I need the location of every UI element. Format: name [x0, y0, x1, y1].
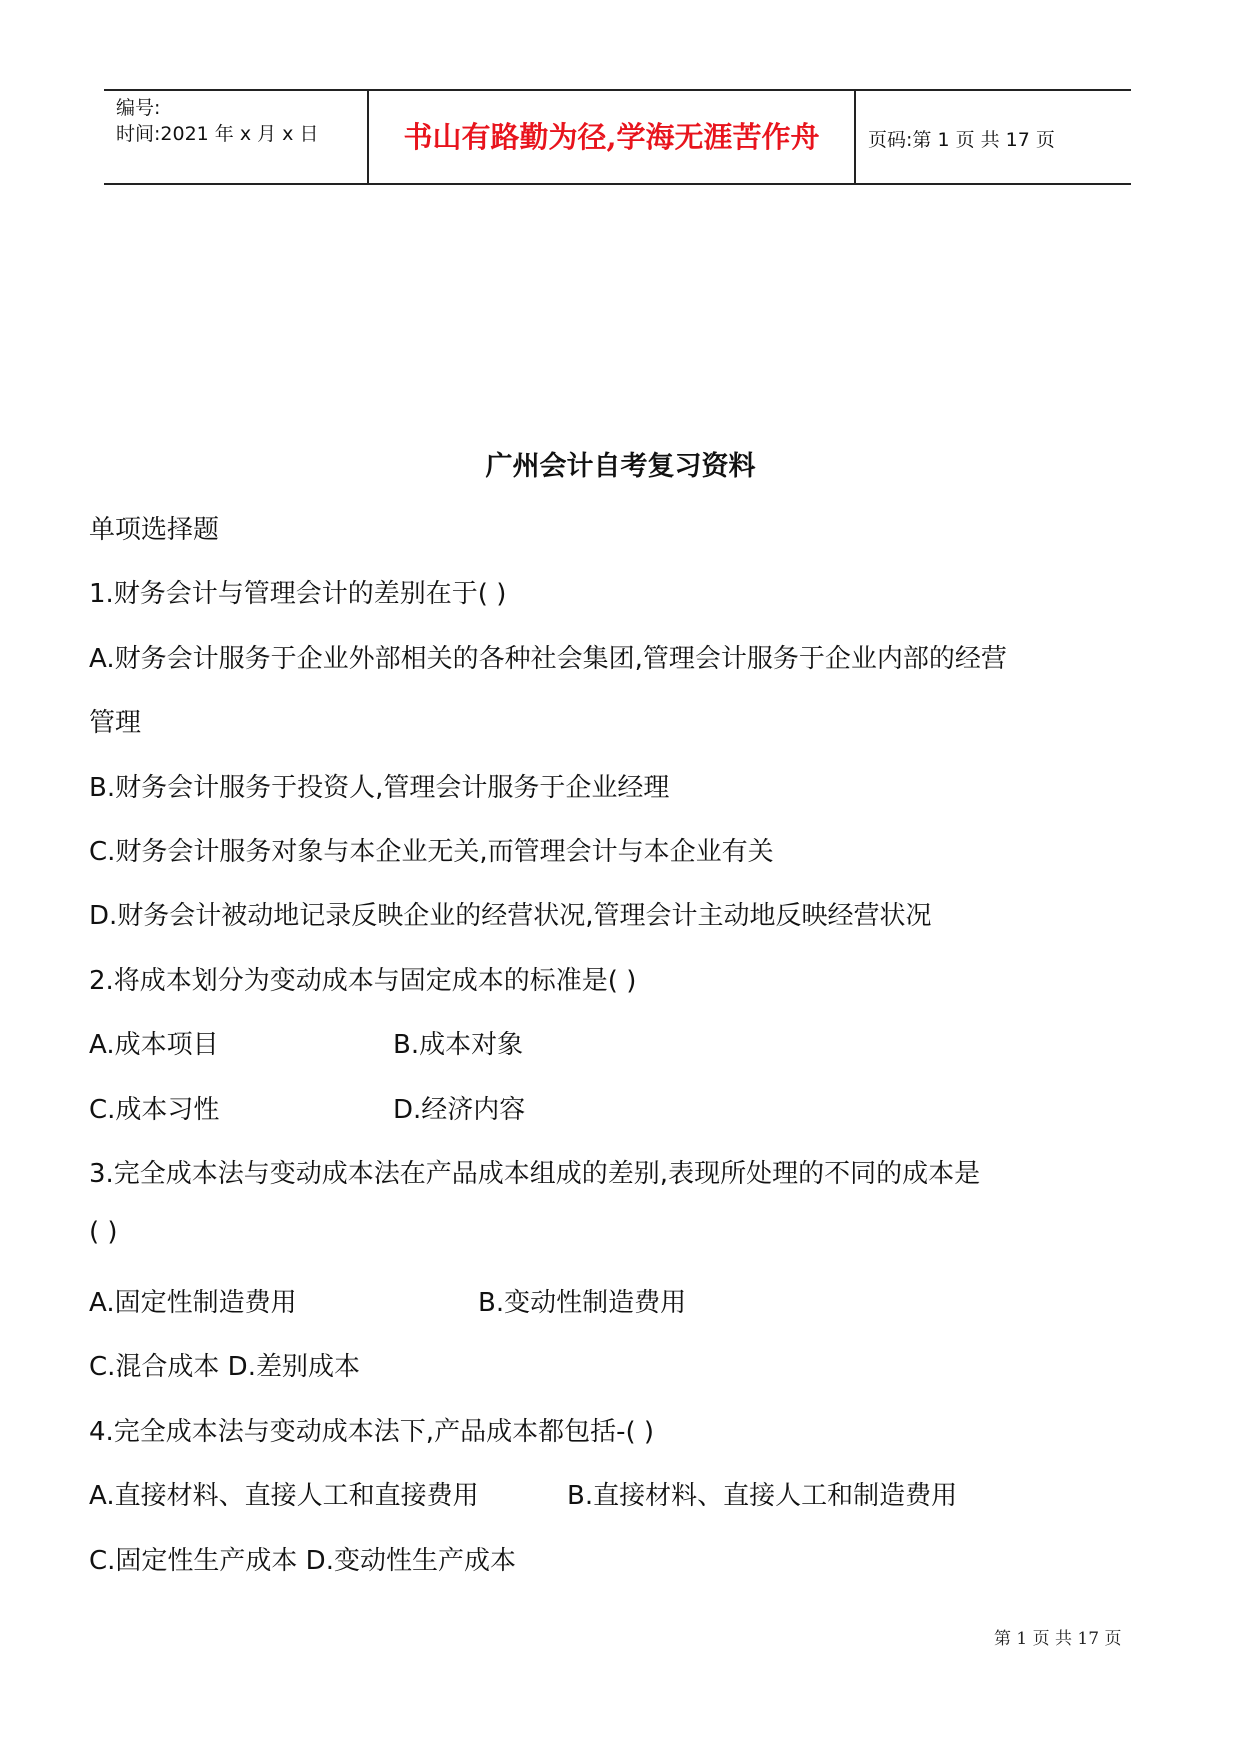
question-3-stem: 3.完全成本法与变动成本法在产品成本组成的差别,表现所处理的不同的成本是	[89, 1159, 981, 1189]
page-footer: 第 1 页 共 17 页	[994, 1629, 1122, 1649]
question-1-option-b: B.财务会计服务于投资人,管理会计服务于企业经理	[89, 773, 670, 803]
page-header	[104, 89, 1131, 185]
question-1-option-a-continued: 管理	[89, 708, 142, 738]
serial-number-label: 编号:	[116, 97, 161, 119]
question-1-option-a: A.财务会计服务于企业外部相关的各种社会集团,管理会计服务于企业内部的经营	[89, 644, 1007, 674]
question-3-option-a: A.固定性制造费用	[89, 1288, 297, 1318]
date-text: 时间:2021 年 x 月 x 日	[116, 123, 319, 145]
section-heading: 单项选择题	[89, 515, 220, 545]
question-4-option-b: B.直接材料、直接人工和制造费用	[567, 1481, 958, 1511]
question-4-option-a: A.直接材料、直接人工和直接费用	[89, 1481, 479, 1511]
question-3-stem-continued: ( )	[89, 1217, 118, 1247]
question-3-option-b: B.变动性制造费用	[478, 1288, 687, 1318]
question-2-option-c: C.成本习性	[89, 1095, 220, 1125]
header-left-cell	[104, 91, 369, 183]
question-3-options-c-d: C.混合成本 D.差别成本	[89, 1352, 360, 1382]
header-middle-cell	[369, 91, 856, 183]
page-info: 页码:第 1 页 共 17 页	[868, 129, 1055, 151]
question-2-option-a: A.成本项目	[89, 1030, 219, 1060]
question-1-stem: 1.财务会计与管理会计的差别在于( )	[89, 579, 507, 609]
question-4-stem: 4.完全成本法与变动成本法下,产品成本都包括-( )	[89, 1417, 655, 1447]
question-4-options-c-d: C.固定性生产成本 D.变动性生产成本	[89, 1546, 516, 1576]
header-right-cell	[856, 91, 1131, 183]
question-2-option-b: B.成本对象	[393, 1030, 524, 1060]
question-2-option-d: D.经济内容	[393, 1095, 526, 1125]
question-1-option-d: D.财务会计被动地记录反映企业的经营状况,管理会计主动地反映经营状况	[89, 901, 932, 931]
question-1-option-c: C.财务会计服务对象与本企业无关,而管理会计与本企业有关	[89, 837, 774, 867]
motto: 书山有路勤为径,学海无涯苦作舟	[403, 120, 820, 154]
document-title: 广州会计自考复习资料	[485, 451, 756, 482]
question-2-stem: 2.将成本划分为变动成本与固定成本的标准是( )	[89, 966, 637, 996]
